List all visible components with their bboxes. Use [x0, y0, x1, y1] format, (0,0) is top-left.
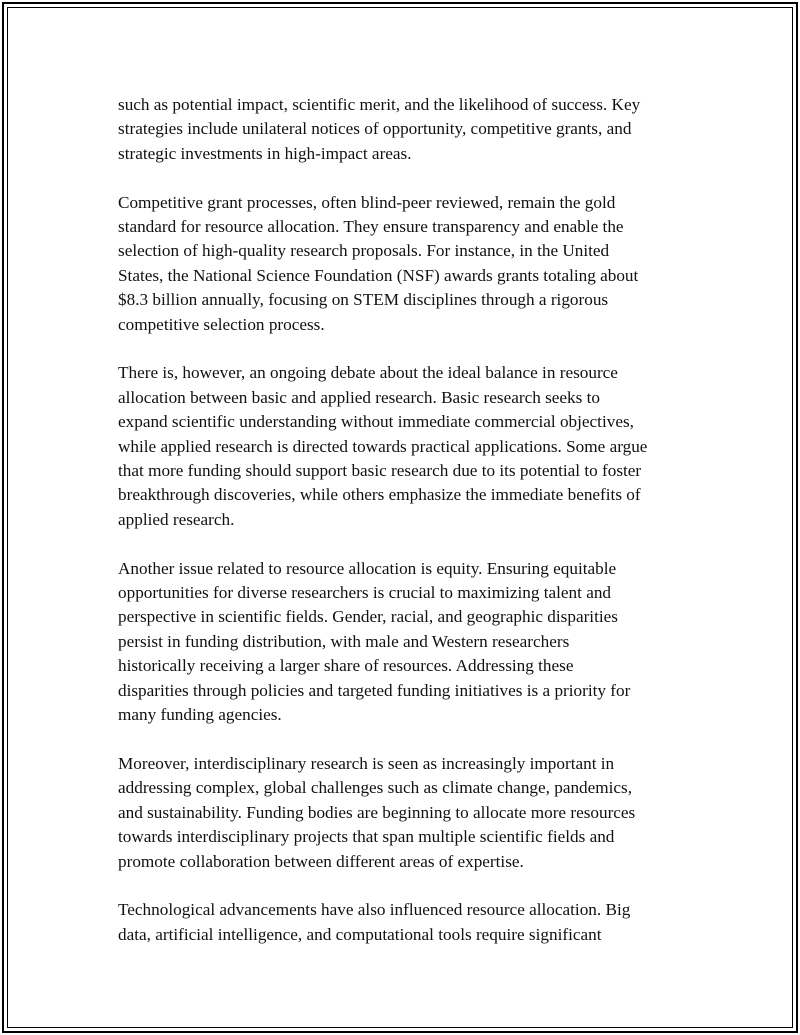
paragraph-equity: Another issue related to resource allocation is equity. Ensuring equitable opportunities for diverse researchers is crucial to maximizing talent and perspective in scientific fields. Gender, racial, and geographic disparities persist in funding distribution, with male and Western researchers historically receiving a larger share of resources. Addressing these disparities through policies and targeted funding initiatives is a priority for many funding agencies. [118, 558, 631, 725]
paragraph-technology: Technological advancements have also influenced resource allocation. Big data, artificial intelligence, and computational tools require significant [118, 900, 631, 944]
paragraph-resource-criteria: such as potential impact, scientific merit, and the likelihood of success. Key strategies include unilateral notices of opportunity, competitive grants, and strategic investments in high-impact areas. [118, 95, 641, 163]
paragraph-interdisciplinary: Moreover, interdisciplinary research is seen as increasingly important in addressing complex, global challenges such as climate change, pandemics, and sustainability. Funding bodies are beginning to allocate more resources towards interdisciplinary projects that span multiple scientific fields and promote collaboration between different areas of expertise. [118, 753, 636, 871]
document-body [118, 93, 698, 947]
paragraph-competitive-grants: Competitive grant processes, often blind-peer reviewed, remain the gold standard for resource allocation. They ensure transparency and enable the selection of high-quality research proposals. For instance, in the United States, the National Science Foundation (NSF) awards grants totaling about $8.3 billion annually, focusing on STEM disciplines through a rigorous competitive selection process. [118, 192, 639, 334]
paragraph-basic-vs-applied: There is, however, an ongoing debate about the ideal balance in resource allocation between basic and applied research. Basic research seeks to expand scientific understanding without immediate commercial objectives, while applied research is directed towards practical applications. Some argue that more funding should support basic research due to its potential to foster breakthrough discoveries, while others emphasize the immediate benefits of applied research. [118, 363, 648, 529]
